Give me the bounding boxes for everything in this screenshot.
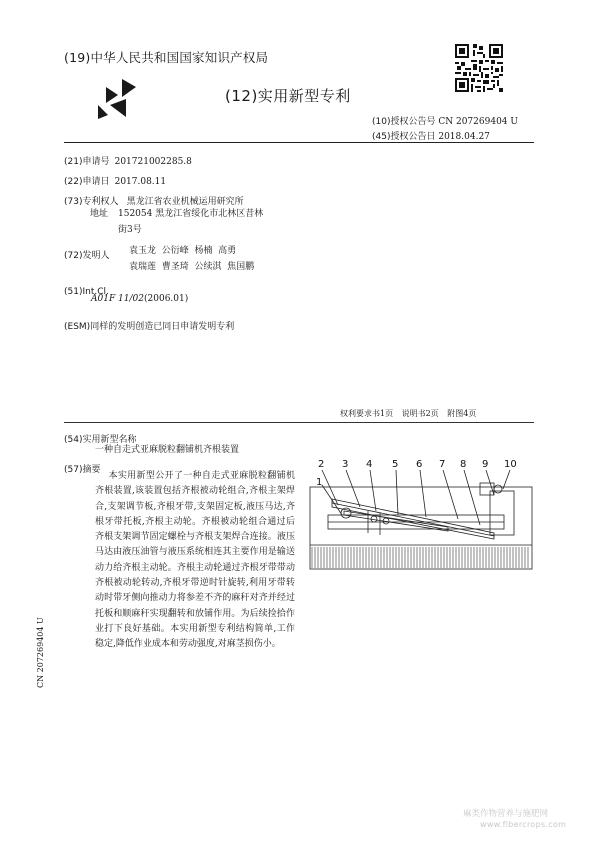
publication-number-label: (10)授权公告号 [372,117,436,127]
drawing-label: 9 [482,459,489,470]
assignee-label: 专利权人 [82,197,119,207]
assignee-code: (73) [64,197,83,207]
address-line-1: 152054 黑龙江省绥化市北林区昔林 [118,209,264,219]
assignee-name: 黑龙江省农业机械运用研究所 [126,197,244,207]
drawing-label: 3 [342,459,349,470]
watermark-url: www.fibercrops.com [480,820,567,829]
inventors-line-1: 袁玉龙 公衍峰 杨楠 高勇 [129,246,237,256]
abstract-text: 本实用新型公开了一种自走式亚麻脱粒翻铺机齐根装置,该装置包括齐根被动轮组合,齐根主架焊合,支架调节板,齐根牙带,支架固定板,液压马达,齐根牙带托板,齐根主动轮。齐根被动轮组合通过后齐根支架调节固定螺栓与齐根支架焊合连接。液压马达由液压油管与液压系统相连其主要作用是输送动力给齐根主动轮。齐根主动轮通过齐根牙带带动齐根被动轮转动,齐根牙带逆时针旋转,利用牙带转动时带牙侧向推动力将参差不齐的麻秆对齐并经过托板和顺麻秆实现翻转和放铺作用。为后续捡拾作业打下良好基础。本实用新型专利结构简单,工作稳定,降低作业成本和劳动强度,对麻茎损伤小。 [95,471,295,650]
inventors-code: (72) [64,251,83,261]
drawing-label: 5 [392,459,399,470]
inventors-line-2: 袁瑞莲 曹圣琦 公续淇 焦国鹏 [129,262,255,272]
side-publication-number: CN 207269404 U [36,617,45,688]
header-divider [64,142,534,143]
esm-text: 同样的发明创造已同日申请发明专利 [90,322,235,332]
intcl-class: A01F 11/02 [91,294,144,304]
watermark-title: 麻类作物营养与施肥网 [463,809,549,819]
drawing-label: 6 [416,459,423,470]
application-number-row [64,149,192,168]
address-label: 地址 [90,209,109,219]
drawing-label: 4 [366,459,373,470]
publication-date: 2018.04.27 [438,132,490,142]
filing-date-label: 申请日 [82,177,110,187]
intcl-year: (2006.01) [144,294,189,304]
filing-date-row [64,169,166,188]
drawing-label: 7 [439,459,446,470]
cnipa-emblem [92,75,140,123]
esm-code: (ESM) [64,322,91,332]
application-number-code: (21) [64,157,83,167]
page-counts: 权利要求书1页 说明书2页 附图4页 [340,409,477,418]
title-label: 实用新型名称 [82,435,137,445]
qr-code [455,44,503,92]
publication-date-label: (45)授权公告日 [372,132,436,142]
inventors-row [64,243,110,262]
pages-divider [64,422,534,423]
publication-number: CN 207269404 U [438,117,518,127]
drawing-label: 10 [504,459,517,470]
patent-type: (12)实用新型专利 [225,87,351,105]
drawing-label: 8 [460,459,467,470]
application-number-label: 申请号 [82,157,110,167]
utility-model-title: 一种自走式亚麻脱粒翻铺机齐根装置 [95,445,240,455]
esm-row [64,314,234,333]
inventors-label: 发明人 [82,251,110,261]
address-line-2: 街3号 [118,225,142,235]
drawing-label: 1 [316,477,323,488]
abstract-code: (57) [64,465,83,475]
drawing-label: 2 [318,459,325,470]
title-code: (54) [64,435,83,445]
intcl-code: (51) [64,287,83,297]
filing-date-code: (22) [64,177,83,187]
filing-date: 2017.08.11 [114,177,167,187]
representative-drawing [308,455,536,570]
abstract-label: 摘要 [82,465,101,475]
publication-date-row [372,129,490,142]
issuing-office: (19)中华人民共和国国家知识产权局 [64,50,269,65]
intcl-label: Int.Cl. [82,287,109,297]
intcl-classification-row [91,294,188,304]
abstract-text-block [95,469,295,653]
application-number: 201721002285.8 [114,157,192,167]
publication-number-row [372,114,518,127]
